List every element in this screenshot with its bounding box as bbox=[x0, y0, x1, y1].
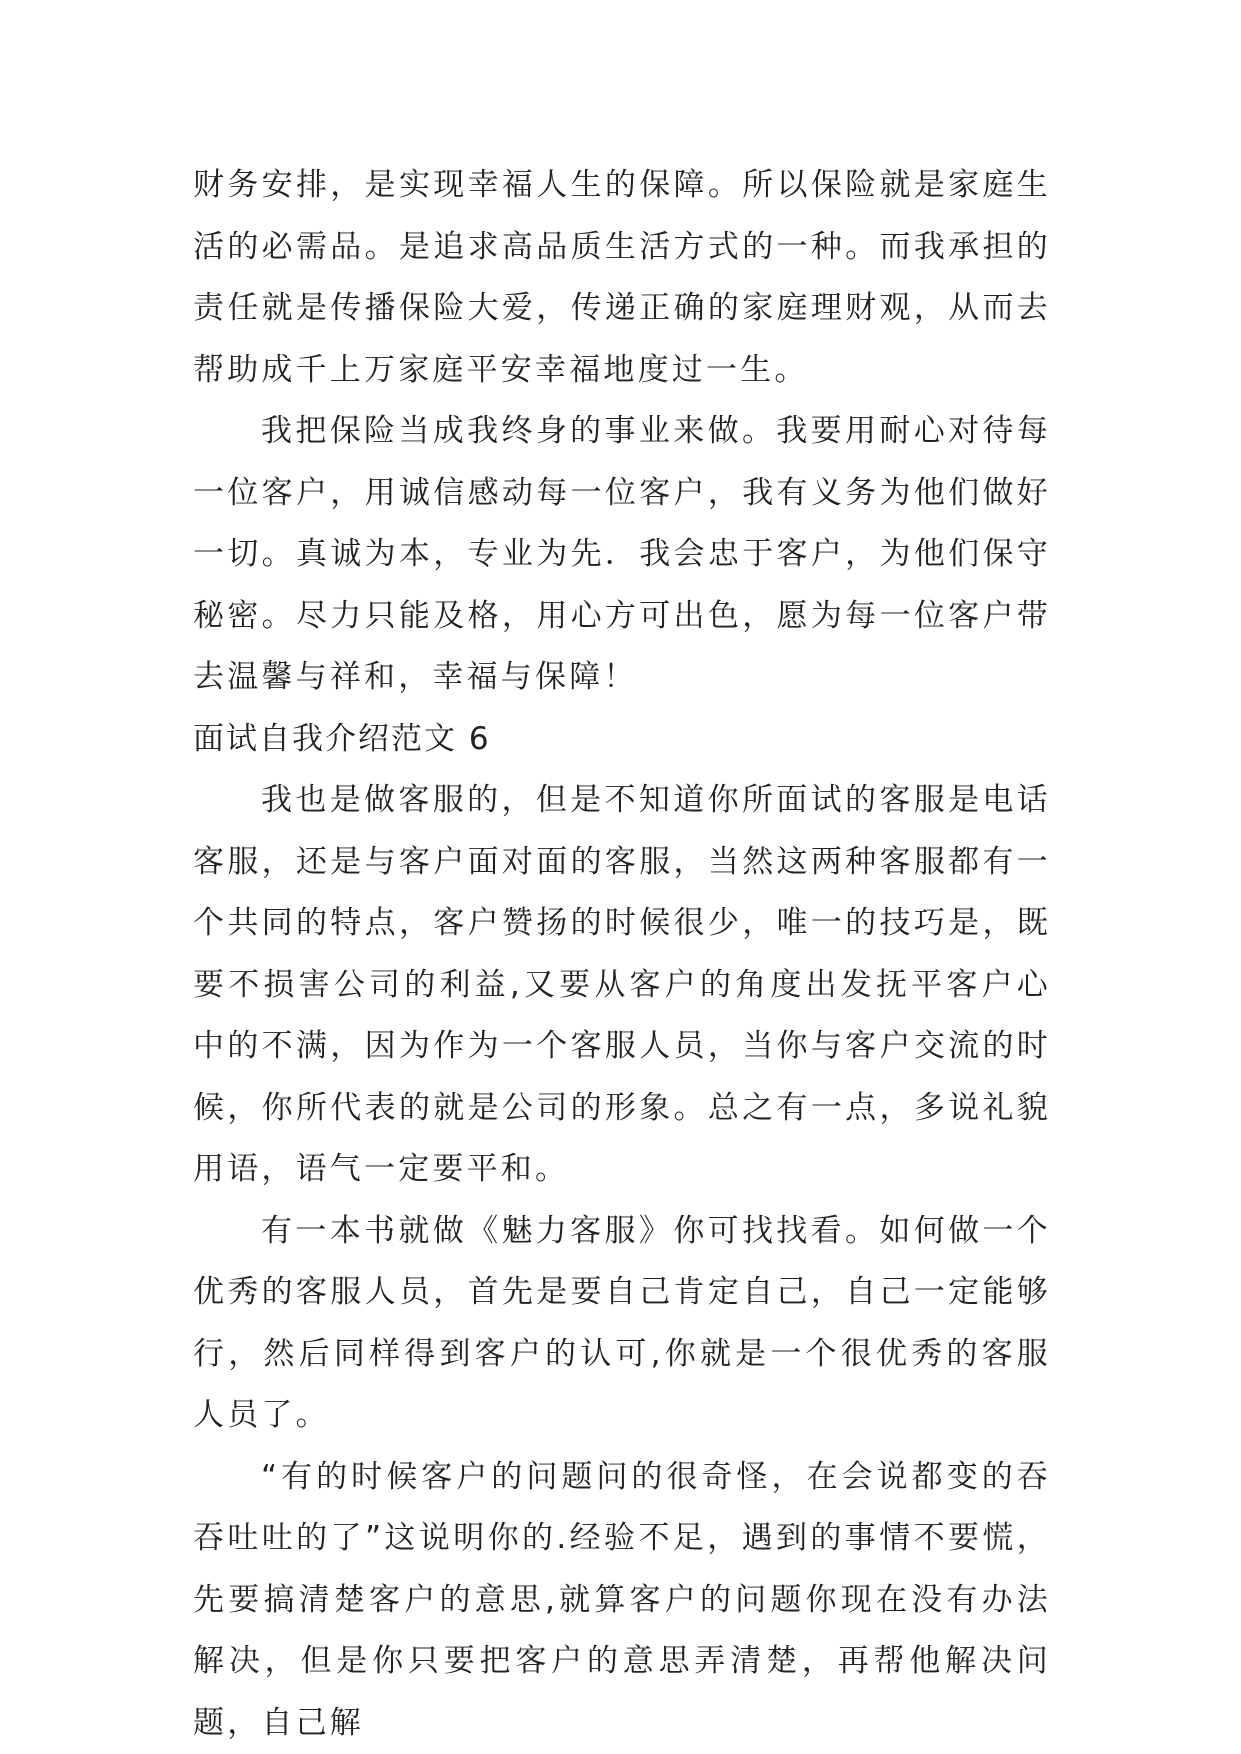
paragraph-continued: 财务安排，是实现幸福人生的保障。所以保险就是家庭生活的必需品。是追求高品质生活方式的一种。而我承担的责任就是传播保险大爱，传递正确的家庭理财观，从而去帮助成千上万家庭平安幸福地度过一生。 bbox=[193, 167, 1051, 388]
document-body bbox=[193, 155, 1051, 1754]
section-heading: 面试自我介绍范文 6 bbox=[193, 720, 491, 757]
paragraph-insurance-career: 我把保险当成我终身的事业来做。我要用耐心对待每一位客户，用诚信感动每一位客户，我有义务为他们做好一切。真诚为本，专业为先．我会忠于客户，为他们保守秘密。尽力只能及格，用心方可出色，愿为每一位客户带去温馨与祥和，幸福与保障！ bbox=[193, 413, 1051, 695]
paragraph-experience-advice: “有的时候客户的问题问的很奇怪，在会说都变的吞吞吐吐的了”这说明你的.经验不足，遇到的事情不要慌，先要搞清楚客户的意思,就算客户的问题你现在没有办法解决，但是你只要把客户的意思弄清楚，再帮他解决问题，自己解 bbox=[193, 1458, 1051, 1741]
paragraph-book-recommendation: 有一本书就做《魅力客服》你可找找看。如何做一个优秀的客服人员，首先是要自己肯定自己，自己一定能够行，然后同样得到客户的认可,你就是一个很优秀的客服人员了。 bbox=[193, 1212, 1051, 1433]
paragraph-customer-service: 我也是做客服的，但是不知道你所面试的客服是电话客服，还是与客户面对面的客服，当然这两种客服都有一个共同的特点，客户赞扬的时候很少，唯一的技巧是，既要不损害公司的利益,又要从客户的角度出发抚平客户心中的不满，因为作为一个客服人员，当你与客户交流的时候，你所代表的就是公司的形象。总之有一点，多说礼貌用语，语气一定要平和。 bbox=[193, 782, 1051, 1187]
